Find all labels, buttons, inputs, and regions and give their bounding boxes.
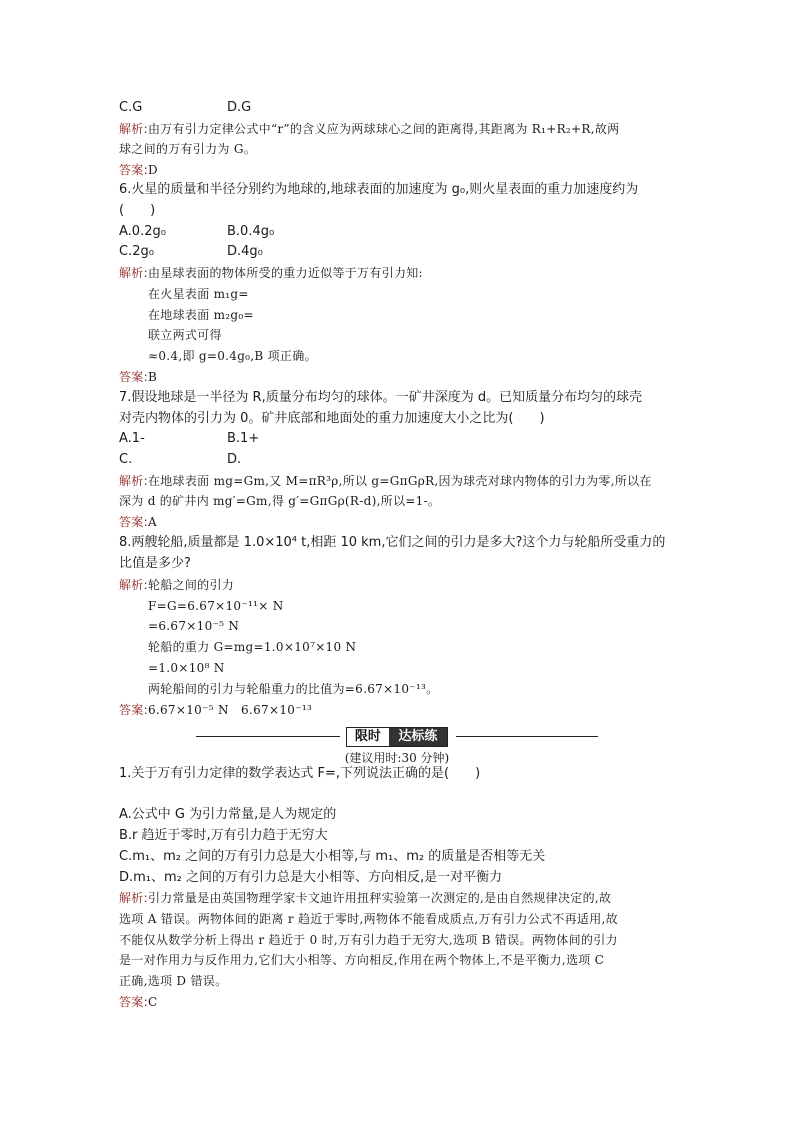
line-text: A [147, 515, 157, 529]
line-text: D.m₁、m₂ 之间的万有引力总是大小相等、方向相反,是一对平衡力 [119, 870, 503, 885]
answer-label: 解析: [119, 474, 148, 488]
line-text: 对壳内物体的引力为 0。矿井底部和地面处的重力加速度大小之比为( ) [119, 411, 545, 426]
text-line [119, 973, 227, 989]
text-line [119, 431, 260, 447]
line-text: D [147, 163, 158, 177]
line-text: 在地球表面 mg=Gm,又 M=πR³ρ,所以 g=GπGρR,因为球壳对球内物体的引力为零,所以在 [147, 474, 652, 488]
text-line [119, 952, 604, 968]
line-text: 球之间的万有引力为 G。 [119, 142, 257, 156]
option-text: B.1+ [227, 431, 260, 446]
answer-label: 答案: [119, 370, 148, 384]
answer-label: 答案: [119, 163, 148, 177]
line-text: C.m₁、m₂ 之间的万有引力总是大小相等,与 m₁、m₂ 的质量是否相等无关 [119, 849, 546, 864]
line-text: ( ) [119, 203, 156, 218]
line-text: 7.假设地球是一半径为 R,质量分布均匀的球体。一矿井深度为 d。已知质量分布均匀的球壳 [119, 390, 643, 405]
text-line [119, 369, 157, 385]
line-text: F=G=6.67×10⁻¹¹× N [148, 599, 284, 613]
divider-line-left [196, 736, 340, 737]
line-text: 6.火星的质量和半径分别约为地球的,地球表面的加速度为 g₀,则火星表面的重力加速度约为 [119, 182, 639, 197]
line-text: 由万有引力定律公式中“r”的含义应为两球球心之间的距离得,其距离为 R₁+R₂+R,故两 [147, 122, 620, 136]
line-text: 引力常量是由英国物理学家卡文迪许用扭秤实验第一次测定的,是由自然规律决定的,故 [147, 891, 612, 905]
section-badge [346, 727, 448, 747]
line-text: 由星球表面的物体所受的重力近似等于万有引力知: [147, 266, 423, 280]
line-text: C.G [119, 100, 143, 115]
text-line [119, 828, 328, 844]
line-text: 1.关于万有引力定律的数学表达式 F=,下列说法正确的是( ) [119, 766, 481, 781]
line-text: 是一对作用力与反作用力,它们大小相等、方向相反,作用在两个物体上,不是平衡力,选项 C [119, 953, 605, 967]
line-text: C [147, 995, 158, 1009]
text-line [119, 452, 242, 468]
text-line [148, 286, 249, 302]
text-line [119, 265, 423, 281]
line-text: 选项 A 错误。两物体间的距离 r 趋近于零时,两物体不能看成质点,万有引力公式不再适用,故 [119, 912, 618, 926]
line-text: 深为 d 的矿井内 mg′=Gm,得 g′=GπGρ(R-d),所以=1-。 [119, 494, 441, 508]
text-line [119, 162, 158, 178]
text-line [119, 493, 440, 509]
line-text: 两轮船间的引力与轮船重力的比值为=6.67×10⁻¹³。 [148, 682, 439, 696]
line-text: 6.67×10⁻⁵ N 6.67×10⁻¹³ [147, 703, 313, 717]
option-text: D. [227, 452, 242, 467]
text-line [148, 660, 225, 676]
option-text: D.4g₀ [227, 244, 263, 259]
line-text: A.1- [119, 431, 145, 446]
text-line [119, 390, 642, 406]
text-line [119, 849, 545, 865]
text-line [119, 702, 312, 718]
text-line [119, 244, 263, 260]
line-text: C. [119, 452, 133, 467]
line-text: 不能仅从数学分析上得出 r 趋近于 0 时,万有引力趋于无穷大,选项 B 错误。两物体间的引力 [119, 933, 618, 947]
text-line [119, 807, 336, 823]
text-line [148, 348, 317, 364]
answer-label: 解析: [119, 578, 148, 592]
text-line [119, 100, 252, 116]
section-subtitle: (建议用时:30 分钟) [344, 751, 450, 765]
option-text: B.0.4g₀ [227, 224, 275, 239]
text-line [119, 182, 638, 198]
text-line [119, 535, 665, 551]
text-line [119, 911, 618, 927]
option-text: D.G [227, 100, 252, 115]
text-line [148, 598, 284, 614]
badge-right-text: 达标练 [389, 728, 447, 746]
text-line [119, 224, 275, 240]
text-line [148, 618, 239, 634]
line-text: 轮船之间的引力 [147, 578, 235, 592]
text-line [148, 307, 254, 323]
text-line [119, 766, 480, 782]
line-text: 在火星表面 m₁g= [148, 287, 249, 301]
text-line [119, 473, 652, 489]
text-line [148, 681, 438, 697]
text-line [148, 639, 356, 655]
line-text: C.2g₀ [119, 244, 154, 259]
line-text: 正确,选项 D 错误。 [119, 974, 228, 988]
line-text: 联立两式可得 [148, 328, 222, 342]
text-line [119, 121, 619, 137]
line-text: 比值是多少? [119, 556, 191, 571]
text-line [119, 932, 618, 948]
answer-label: 答案: [119, 515, 148, 529]
line-text: A.公式中 G 为引力常量,是人为规定的 [119, 807, 337, 822]
text-line [119, 870, 502, 886]
text-line [119, 141, 256, 157]
line-text: =1.0×10⁸ N [148, 661, 225, 675]
line-text: A.0.2g₀ [119, 224, 166, 239]
text-line [119, 577, 234, 593]
line-text: B.r 趋近于零时,万有引力趋于无穷大 [119, 828, 328, 843]
text-line [119, 203, 155, 219]
answer-label: 解析: [119, 266, 148, 280]
line-text: ≈0.4,即 g=0.4g₀,B 项正确。 [148, 349, 317, 363]
answer-label: 答案: [119, 703, 148, 717]
answer-label: 解析: [119, 891, 148, 905]
text-line [119, 994, 157, 1010]
line-text: B [147, 370, 158, 384]
divider-line-right [456, 736, 598, 737]
text-line [119, 556, 191, 572]
text-line [148, 327, 222, 343]
section-divider [196, 727, 598, 747]
answer-label: 答案: [119, 995, 148, 1009]
answer-label: 解析: [119, 122, 148, 136]
line-text: 轮船的重力 G=mg=1.0×10⁷×10 N [148, 640, 357, 654]
badge-left-text: 限时 [347, 728, 389, 746]
text-line [119, 890, 611, 906]
line-text: 8.两艘轮船,质量都是 1.0×10⁴ t,相距 10 km,它们之间的引力是多大?这个力与轮船所受重力的 [119, 535, 666, 550]
text-line [119, 411, 545, 427]
text-line [119, 514, 157, 530]
line-text: =6.67×10⁻⁵ N [148, 619, 240, 633]
line-text: 在地球表面 m₂g₀= [148, 308, 254, 322]
